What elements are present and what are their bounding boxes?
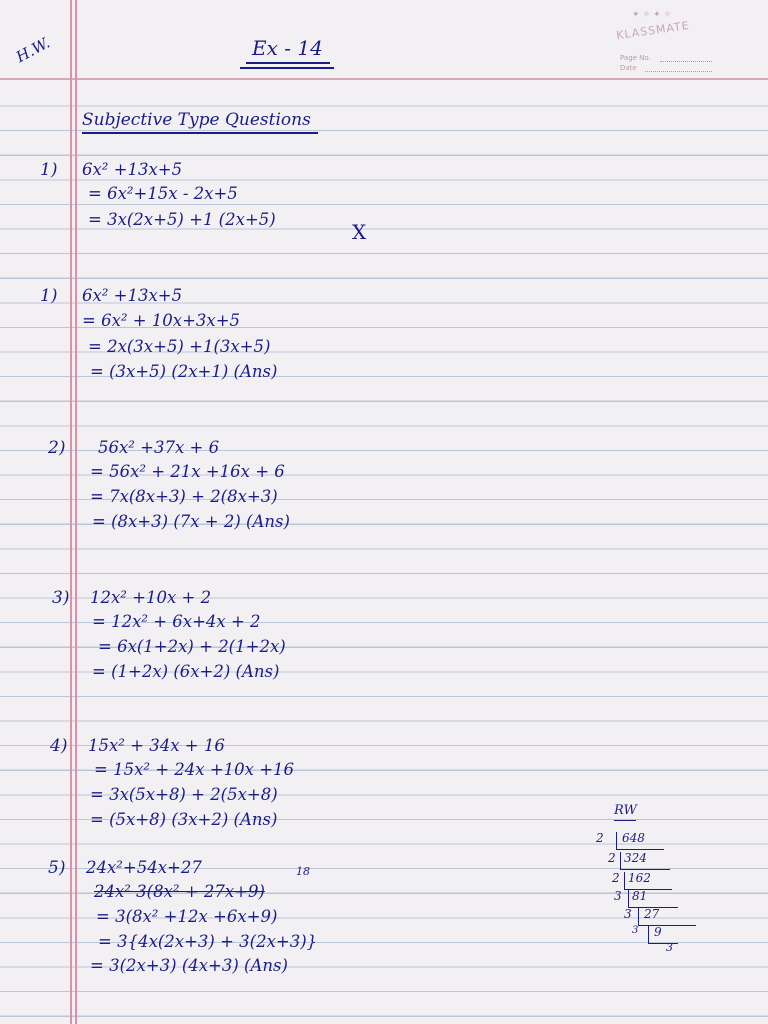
working-line: = 6x(1+2x) + 2(1+2x) [98,637,286,656]
division-line [620,869,670,870]
margin-line-right [75,0,77,1024]
division-bar [638,908,639,926]
margin-line-left [70,0,72,1024]
title-underline [246,62,330,64]
rough-work-label-underline [614,820,636,821]
divisor: 2 [612,871,620,885]
problem-expression: 6x² +13x+5 [82,160,183,179]
working-line: = 56x² + 21x +16x + 6 [90,462,285,481]
division-bar [624,872,625,890]
heading-underline [82,132,318,134]
page-no-label: Page No. [620,54,651,62]
problem-expression: 56x² +37x + 6 [98,438,220,457]
problem-number: 4) [50,736,68,756]
answer-line: = (8x+3) (7x + 2) (Ans) [92,512,290,531]
working-line: = 6x² + 10x+3x+5 [82,311,241,330]
problem-number: 2) [48,438,66,458]
problem-number: 1) [40,160,58,180]
rough-work [594,804,704,954]
problem-expression: 6x² +13x+5 [82,286,183,305]
logo-stars-icon: ✦✧✦✧ [632,10,675,20]
answer-line: = (1+2x) (6x+2) (Ans) [92,662,280,681]
answer-line: = (5x+8) (3x+2) (Ans) [90,810,278,829]
divisor: 2 [608,851,616,865]
divisor: 3 [632,925,639,936]
division-bar [620,852,621,870]
problem-number: 3) [52,588,70,608]
date-label: Date [620,64,637,72]
dividend: 27 [644,907,660,921]
remainder: 3 [666,941,673,954]
working-line: = 3x(5x+8) + 2(5x+8) [90,785,278,804]
problem-expression: 24x²+54x+27 [86,858,202,877]
date-line [645,71,712,72]
division-line [616,849,664,850]
working-line: = 7x(8x+3) + 2(8x+3) [90,487,278,506]
dividend: 81 [632,889,648,903]
notebook-logo: KLASSMATE [615,18,691,43]
problem-expression: 12x² +10x + 2 [90,588,212,607]
title-underline-2 [240,67,334,69]
working-line: = 3{4x(2x+3) + 3(2x+3)} [98,932,318,951]
answer-line: = 3(2x+3) (4x+3) (Ans) [90,956,288,975]
working-line: = 12x² + 6x+4x + 2 [92,612,261,631]
homework-label: H.W. [13,33,53,67]
problem-number: 1) [40,286,58,306]
exercise-title: Ex - 14 [252,36,323,60]
dividend: 648 [622,831,645,845]
dividend: 162 [628,871,651,885]
divisor: 2 [596,831,604,845]
division-bar [628,890,629,908]
dividend: 9 [654,925,662,939]
working-line: = 2x(3x+5) +1(3x+5) [88,337,271,356]
section-heading: Subjective Type Questions [82,110,311,130]
problem-number: 5) [48,858,66,878]
divisor: 3 [614,889,622,903]
page-no-line [660,61,712,62]
rough-work-label: RW [614,803,637,818]
problem-expression: 15x² + 34x + 16 [88,736,225,755]
working-line: = 3x(2x+5) +1 (2x+5) [88,210,276,229]
division-line [638,925,696,926]
working-line: 24x² 3(8x² + 27x+9) [94,882,265,901]
division-line [648,943,678,944]
divisor: 3 [624,907,632,921]
working-line: = 15x² + 24x +10x +16 [94,760,295,779]
answer-line: = (3x+5) (2x+1) (Ans) [90,362,278,381]
header-rule [0,78,768,80]
dividend: 324 [624,851,647,865]
working-line: = 6x²+15x - 2x+5 [88,184,238,203]
division-bar [616,832,617,850]
wrong-mark: X [352,220,367,244]
working-line: = 3(8x² +12x +6x+9) [96,907,278,926]
division-bar [648,926,649,944]
superscript-note: 18 [296,865,310,878]
